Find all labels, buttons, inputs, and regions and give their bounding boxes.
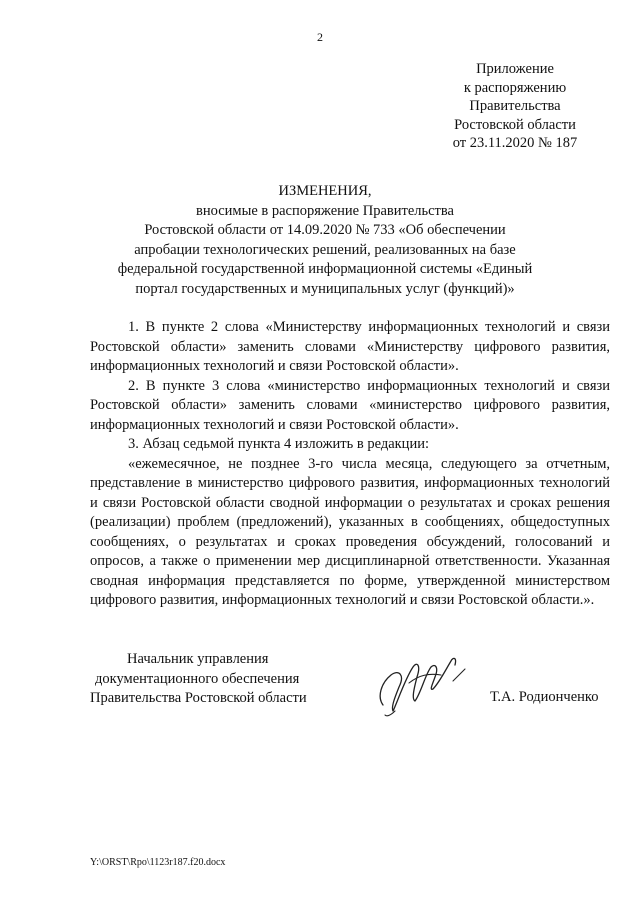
- appendix-header: [430, 60, 600, 153]
- signer-name: Т.А. Родионченко: [490, 689, 599, 705]
- title-line: Ростовской области от 14.09.2020 № 733 «Об обеспечении: [144, 222, 506, 238]
- document-body: [90, 318, 610, 611]
- file-path-footer: Y:\ORST\Rpo\1123r187.f20.docx: [90, 857, 226, 868]
- document-title: [90, 182, 560, 299]
- position-line: Начальник управления: [127, 651, 269, 667]
- appendix-line: к распоряжению: [463, 79, 567, 96]
- paragraph-quoted-text: «ежемесячное, не позднее 3-го числа месяца, следующего за отчетным, представление в министерство цифрового развития, информационных технологий и связи Ростовской области сводной информации о результатах и сроках решения (реализации) проблем (предложений), указанных в сообщениях, общедоступных сообщениях, о результатах и сроках проведения обсуждений, голосований и опросов, а также о применении мер дисциплинарной ответственности. Указанная сводная информация представляется по форме, утвержденной министерством цифрового развития, информационных технологий и связи Ростовской области.».: [90, 455, 610, 608]
- appendix-date-line: от 23.11.2020 № 187: [452, 135, 578, 151]
- position-line: документационного обеспечения: [95, 670, 300, 687]
- title-heading: ИЗМЕНЕНИЯ,: [278, 183, 372, 199]
- title-line: апробации технологических решений, реализованных на базе: [134, 241, 516, 258]
- title-line: федеральной государственной информационной системы «Единый: [117, 261, 533, 277]
- page-number: 2: [317, 30, 323, 44]
- handwritten-signature: [365, 645, 475, 720]
- position-line: Правительства Ростовской области: [90, 690, 307, 706]
- paragraph-item-3: 3. Абзац седьмой пункта 4 изложить в редакции:: [128, 436, 429, 452]
- title-line: вносимые в распоряжение Правительства: [195, 202, 454, 219]
- signatory-position: [90, 650, 350, 709]
- title-line: портал государственных и муниципальных услуг (функций)»: [135, 280, 515, 297]
- appendix-line: Правительства: [469, 98, 561, 114]
- paragraph-item-1: 1. В пункте 2 слова «Министерству информационных технологий и связи Ростовской области» заменить словами «Министерству цифрового развития, информационных технологий и связи Ростовской области».: [90, 319, 610, 374]
- appendix-line: Приложение: [476, 61, 554, 77]
- paragraph-item-2: 2. В пункте 3 слова «министерство информационных технологий и связи Ростовской области» заменить словами «министерство цифрового развития, информационных технологий и связи Ростовской области».: [90, 377, 610, 433]
- appendix-line: Ростовской области: [454, 116, 576, 133]
